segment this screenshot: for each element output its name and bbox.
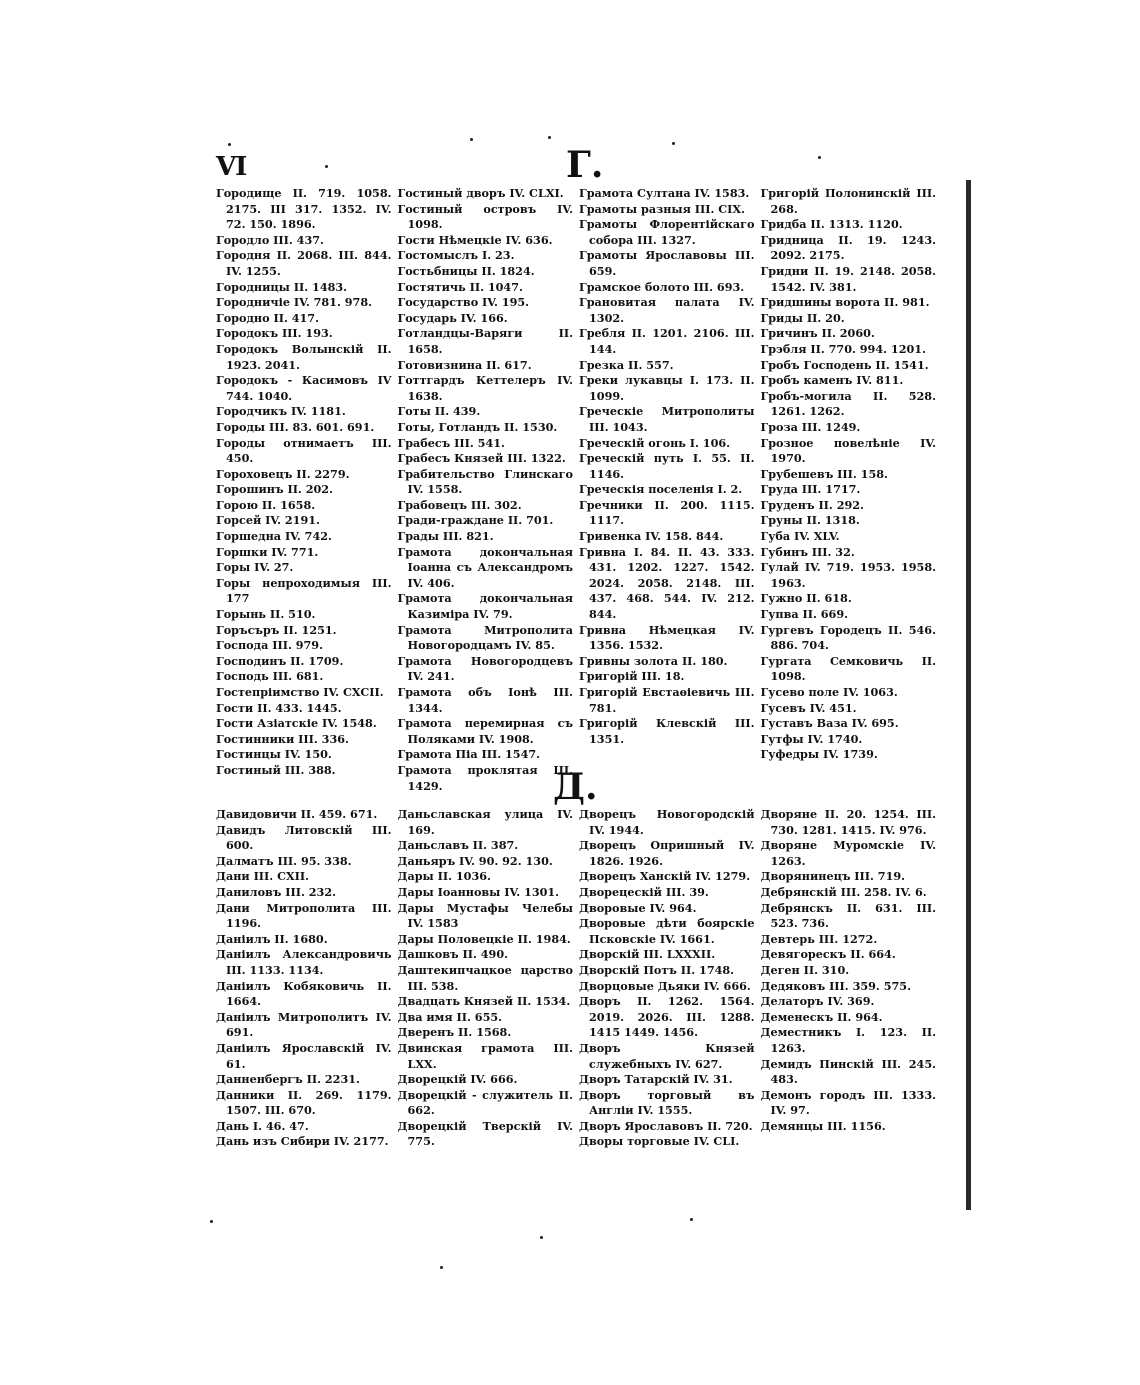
index-entry: Господа III. 979.: [216, 638, 323, 653]
index-entry: Грэбля II. 770. 994. 1201.: [760, 341, 926, 356]
scan-speck: [470, 138, 473, 141]
index-entry: Грамота докончальная Казиміра IV. 79.: [397, 591, 573, 622]
index-entry: Дворецъ Ханскій IV. 1279.: [579, 869, 751, 884]
index-entry: Дворъ II. 1262. 1564. 2019. 2026. III. 1288. 1415 1449. 1456.: [579, 994, 755, 1040]
index-entry: Дворянинецъ III. 719.: [760, 869, 906, 884]
index-entry: Даниловъ III. 232.: [216, 884, 337, 899]
index-entry: Дедяковъ III. 359. 575.: [760, 978, 911, 993]
index-entry: Гричинъ II. 2060.: [760, 326, 875, 341]
index-entry: Греческіе Митрополиты III. 1043.: [579, 404, 755, 434]
index-entry: Гургевъ Городецъ II. 546. 886. 704.: [760, 622, 936, 653]
index-entry: Городокъ III. 193.: [216, 326, 333, 341]
index-entry: Далматъ III. 95. 338.: [216, 853, 352, 868]
index-entry: Городокъ Волынскій II. 1923. 2041.: [216, 341, 392, 372]
index-entry: Гости II. 433. 1445.: [216, 700, 342, 715]
index-column: [579, 807, 755, 1150]
index-entry: Дворяне II. 20. 1254. III. 730. 1281. 1415. IV. 976.: [760, 807, 936, 837]
index-entry: Грамоты Флорентійскаго собора III. 1327.: [579, 217, 755, 247]
index-entry: Дани III. CXII.: [216, 869, 310, 884]
index-entry: Грамота проклятая III. 1429.: [397, 762, 573, 793]
index-entry: Дебрянскій III. 258. IV. 6.: [760, 884, 927, 899]
index-entry: Даштекипчацкое царство III. 538.: [397, 962, 573, 993]
scan-speck: [210, 1220, 213, 1223]
scan-speck: [540, 1236, 543, 1239]
index-entry: Гусевъ IV. 451.: [760, 700, 857, 715]
index-entry: Дань I. 46. 47.: [216, 1118, 309, 1133]
index-entry: Грабительство Глинскаго IV. 1558.: [397, 466, 573, 497]
index-entry: Горошинъ II. 202.: [216, 482, 333, 497]
index-entry: Демидъ Пинскій III. 245. 483.: [760, 1056, 936, 1087]
index-entry: Грамота Піа III. 1547.: [397, 747, 541, 762]
index-entry: Двадцать Князей II. 1534.: [397, 994, 571, 1009]
index-entry: Дебрянскъ II. 631. III. 523. 736.: [760, 900, 936, 931]
scan-speck: [228, 143, 231, 146]
index-entry: Девягорескъ II. 664.: [760, 947, 896, 962]
index-entry: Грабесъ III. 541.: [397, 435, 505, 450]
index-entry: Государство IV. 195.: [397, 295, 530, 310]
index-entry: Губинъ III. 32.: [760, 544, 855, 559]
index-entry: Гривенка IV. 158. 844.: [579, 529, 724, 544]
index-entry: Гупва II. 669.: [760, 607, 848, 622]
index-entry: Григорій Евстаѳіевичь III. 781.: [579, 685, 755, 715]
index-entry: Дворецъ Опришный IV. 1826. 1926.: [579, 838, 755, 868]
index-entry: Дверенъ II. 1568.: [397, 1025, 512, 1040]
index-entry: Горы непроходимыя III. 177: [216, 575, 392, 606]
index-block-g: [216, 186, 936, 794]
index-entry: Грубешевъ III. 158.: [760, 466, 888, 481]
scan-speck: [548, 136, 551, 139]
index-entry: Готландцы-Варяги II. 1658.: [397, 326, 573, 356]
index-entry: Дворцовые Дьяки IV. 666.: [579, 978, 751, 993]
index-entry: Дворъ Князей служебныхъ IV. 627.: [579, 1040, 755, 1071]
index-entry: Господь III. 681.: [216, 669, 324, 684]
index-entry: Городло III. 437.: [216, 232, 324, 247]
scan-speck: [818, 156, 821, 159]
index-entry: Губа IV. XLV.: [760, 529, 840, 544]
index-entry: Гробъ-могила II. 528. 1261. 1262.: [760, 388, 936, 419]
index-entry: Гостиный дворъ IV. CLXI.: [397, 186, 564, 200]
index-entry: Грамота перемирная съ Поляками IV. 1908.: [397, 716, 573, 746]
index-entry: Готтгардъ Кеттелеръ IV. 1638.: [397, 373, 573, 403]
index-entry: Греки лукавцы I. 173. II. 1099.: [579, 373, 755, 403]
index-entry: Дашковъ II. 490.: [397, 947, 509, 962]
index-entry: Дворяне Муромскіе IV. 1263.: [760, 838, 936, 868]
index-column: [216, 807, 392, 1150]
index-entry: Даніилъ Александровичь III. 1133. 1134.: [216, 947, 392, 977]
index-entry: Гречники II. 200. 1115. 1117.: [579, 497, 755, 528]
index-entry: Девтерь III. 1272.: [760, 931, 878, 946]
index-entry: Дани Митрополита III. 1196.: [216, 900, 392, 931]
index-entry: Гуфедры IV. 1739.: [760, 747, 878, 762]
index-entry: Гостиный III. 388.: [216, 762, 336, 777]
index-entry: Груда III. 1717.: [760, 482, 861, 497]
index-entry: Гости Азіатскіе IV. 1548.: [216, 716, 377, 731]
index-entry: Григорій Клевскій III. 1351.: [579, 716, 755, 746]
index-entry: Гривны золота II. 180.: [579, 653, 728, 668]
index-entry: Гостиный островъ IV. 1098.: [397, 201, 573, 232]
index-entry: Давидовичи II. 459. 671.: [216, 807, 378, 821]
index-entry: Гороховецъ II. 2279.: [216, 466, 350, 481]
index-entry: Давидъ Литовскій III. 600.: [216, 822, 392, 853]
index-entry: Грамское болото III. 693.: [579, 279, 745, 294]
index-entry: Дворъ Ярославовъ II. 720.: [579, 1118, 753, 1133]
index-entry: Горъсъръ II. 1251.: [216, 622, 337, 637]
index-entry: Дворовые IV. 964.: [579, 900, 697, 915]
index-entry: Городище II. 719. 1058. 2175. III 317. 1352. IV. 72. 150. 1896.: [216, 186, 392, 232]
index-column: [761, 807, 937, 1150]
index-entry: Греческій огонь I. 106.: [579, 435, 731, 450]
section-letter-d: Д.: [553, 766, 598, 808]
index-entry: Государь IV. 166.: [397, 310, 508, 325]
index-entry: Городня II. 2068. III. 844. IV. 1255.: [216, 248, 392, 278]
index-column: [761, 186, 937, 794]
index-entry: Данники II. 269. 1179. 1507. III. 670.: [216, 1087, 392, 1118]
index-entry: Гулай IV. 719. 1953. 1958. 1963.: [760, 560, 936, 590]
index-entry: Городничіе IV. 781. 978.: [216, 295, 373, 310]
index-entry: Дворецкій Тверскій IV. 775.: [397, 1118, 573, 1149]
index-entry: Грамота Султана IV. 1583.: [579, 186, 750, 200]
index-entry: Гостьбницы II. 1824.: [397, 263, 535, 278]
index-entry: Гривна I. 84. II. 43. 333. 431. 1202. 1227. 1542. 2024. 2058. 2148. III. 437. 468. 544. IV. 212. 844.: [579, 544, 755, 622]
index-entry: Городы отнимаетъ III. 450.: [216, 435, 392, 466]
index-entry: Городчикъ IV. 1181.: [216, 404, 346, 419]
index-entry: Горою II. 1658.: [216, 497, 316, 512]
index-entry: Гостепріимство IV. CXCII.: [216, 685, 384, 699]
index-entry: Грамота Новогородцевъ IV. 241.: [397, 653, 573, 684]
index-column: [216, 186, 392, 794]
index-entry: Грамота объ Іонѣ III. 1344.: [397, 685, 573, 715]
index-entry: Груденъ II. 292.: [760, 497, 864, 512]
index-entry: Греческія поселенія I. 2.: [579, 482, 743, 497]
page-number: VI: [216, 152, 247, 182]
index-entry: Дворецъ Новогородскій IV. 1944.: [579, 807, 755, 837]
index-entry: Гутфы IV. 1740.: [760, 731, 863, 746]
index-entry: Грабовецъ III. 302.: [397, 497, 522, 512]
index-entry: Груны II. 1318.: [760, 513, 860, 528]
index-entry: Гребля II. 1201. 2106. III. 144.: [579, 326, 755, 356]
index-entry: Горшедна IV. 742.: [216, 529, 332, 544]
index-entry: Готы II. 439.: [397, 404, 481, 419]
index-entry: Два имя II. 655.: [397, 1009, 503, 1024]
index-entry: Горсей IV. 2191.: [216, 513, 320, 528]
index-entry: Григорій Полонинскій III. 268.: [760, 186, 936, 216]
scan-speck: [440, 1266, 443, 1269]
index-entry: Даніилъ II. 1680.: [216, 931, 328, 946]
index-entry: Грамота докончальная Іоанна съ Александромъ IV. 406.: [397, 544, 573, 590]
index-entry: Городокъ - Касимовъ IV 744. 1040.: [216, 373, 392, 403]
index-entry: Грезка II. 557.: [579, 357, 674, 372]
scan-speck: [672, 142, 675, 145]
index-entry: Горынь II. 510.: [216, 607, 316, 622]
section-letter-g: Г.: [566, 144, 604, 186]
index-entry: Даньяръ IV. 90. 92. 130.: [397, 853, 553, 868]
index-entry: Грозное повелѣніе IV. 1970.: [760, 435, 936, 466]
index-entry: Гробъ Господень II. 1541.: [760, 357, 929, 372]
index-entry: Городы III. 83. 601. 691.: [216, 419, 375, 434]
index-entry: Гургата Семковичь II. 1098.: [760, 653, 936, 684]
index-entry: Гридба II. 1313. 1120.: [760, 217, 903, 232]
scan-speck: [690, 1218, 693, 1221]
index-entry: Демонъ городъ III. 1333. IV. 97.: [760, 1087, 936, 1118]
index-entry: Гривна Нѣмецкая IV. 1356. 1532.: [579, 622, 755, 653]
index-entry: Гробъ каменъ IV. 811.: [760, 373, 904, 388]
index-entry: Грановитая палата IV. 1302.: [579, 295, 755, 325]
index-entry: Городно II. 417.: [216, 310, 319, 325]
index-entry: Дань изъ Сибири IV. 2177.: [216, 1134, 389, 1149]
index-entry: Грамоты разныя III. CIX.: [579, 201, 745, 216]
index-entry: Дворскій III. LXXXII.: [579, 947, 716, 962]
index-entry: Гостинцы IV. 150.: [216, 747, 332, 762]
index-entry: Даньславъ II. 387.: [397, 838, 519, 853]
index-entry: Гостятичь II. 1047.: [397, 279, 523, 294]
scan-speck: [325, 165, 328, 168]
index-entry: Городницы II. 1483.: [216, 279, 348, 294]
index-entry: Гридница II. 19. 1243. 2092. 2175.: [760, 232, 936, 263]
index-entry: Грабесъ Князей III. 1322.: [397, 451, 566, 466]
index-entry: Гридшины ворота II. 981.: [760, 295, 930, 310]
index-entry: Гусево поле IV. 1063.: [760, 685, 898, 699]
index-entry: Дары Половецкіе II. 1984.: [397, 931, 571, 946]
index-entry: Двинская грамота III. LXX.: [397, 1040, 573, 1071]
index-entry: Гостомыслъ I. 23.: [397, 248, 515, 263]
index-entry: Дворскій Потъ II. 1748.: [579, 962, 735, 977]
index-entry: Дары Мустафы Челебы IV. 1583: [397, 900, 573, 931]
index-entry: Данненбергъ II. 2231.: [216, 1072, 360, 1087]
index-entry: Дворецескій III. 39.: [579, 884, 709, 899]
index-entry: Дары II. 1036.: [397, 869, 491, 884]
index-entry: Горшки IV. 771.: [216, 544, 319, 559]
index-entry: Дворъ торговый въ Англіи IV. 1555.: [579, 1087, 755, 1118]
index-entry: Грады III. 821.: [397, 529, 494, 544]
index-entry: Деместникъ I. 123. II. 1263.: [760, 1025, 936, 1055]
index-block-d: [216, 807, 936, 1150]
index-column: [579, 186, 755, 794]
index-entry: Готовизнина II. 617.: [397, 357, 532, 372]
index-entry: Деменескъ II. 964.: [760, 1009, 883, 1024]
index-entry: Грамота Митрополита Новогородцамъ IV. 85.: [397, 622, 573, 653]
index-column: [398, 807, 574, 1150]
index-entry: Горы IV. 27.: [216, 560, 294, 575]
index-entry: Даніилъ Кобяковичь II. 1664.: [216, 978, 392, 1009]
index-entry: Дары Іоанновы IV. 1301.: [397, 884, 560, 899]
index-entry: Дворы торговые IV. CLI.: [579, 1134, 740, 1149]
index-entry: Густавъ Ваза IV. 695.: [760, 716, 899, 731]
index-entry: Гости Нѣмецкіе IV. 636.: [397, 232, 553, 247]
index-entry: Делаторъ IV. 369.: [760, 994, 875, 1009]
index-entry: Готы, Готландъ II. 1530.: [397, 419, 558, 434]
index-entry: Гради-граждане II. 701.: [397, 513, 554, 528]
index-entry: Деген II. 310.: [760, 962, 850, 977]
index-entry: Даніилъ Митрополитъ IV. 691.: [216, 1009, 392, 1040]
binding-edge: [966, 180, 971, 1210]
index-entry: Дворецкій IV. 666.: [397, 1072, 518, 1087]
index-entry: Гридни II. 19. 2148. 2058. 1542. IV. 381.: [760, 263, 936, 294]
index-entry: Дворъ Татарскій IV. 31.: [579, 1072, 733, 1087]
index-entry: Даніилъ Ярославскій IV. 61.: [216, 1040, 392, 1071]
index-column: [398, 186, 574, 794]
index-entry: Господинъ II. 1709.: [216, 653, 344, 668]
index-entry: Дворецкій - служитель II. 662.: [397, 1087, 573, 1118]
index-entry: Греческій путь I. 55. II. 1146.: [579, 451, 755, 481]
index-entry: Демянцы III. 1156.: [760, 1118, 886, 1133]
index-entry: Гужно II. 618.: [760, 591, 852, 606]
index-entry: Гриды II. 20.: [760, 310, 845, 325]
index-entry: Григорій III. 18.: [579, 669, 685, 684]
index-entry: Гроза III. 1249.: [760, 419, 861, 434]
index-entry: Гостинники III. 336.: [216, 731, 349, 746]
index-entry: Грамоты Ярославовы III. 659.: [579, 248, 755, 278]
index-entry: Дворовые дѣти боярскіе Псковскіе IV. 1661.: [579, 916, 755, 946]
index-entry: Даньславская улица IV. 169.: [397, 807, 573, 837]
